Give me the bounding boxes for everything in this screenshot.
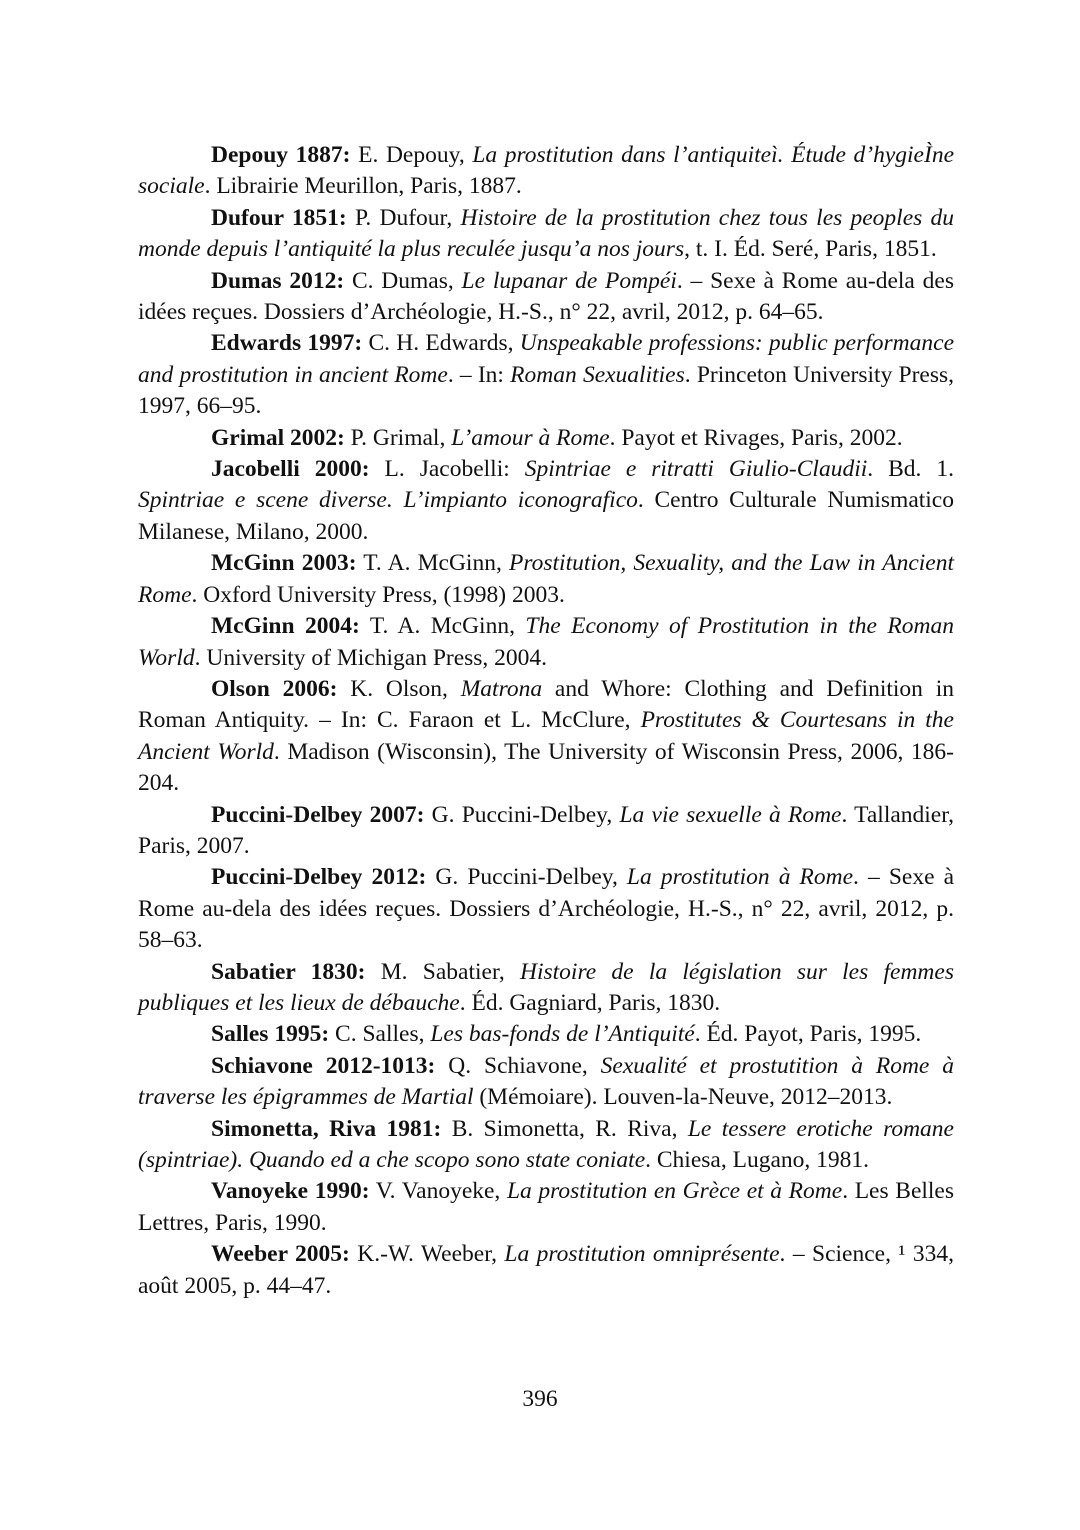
entry-text: . – Science, ¹ 334, août 2005, p. 44–47. bbox=[138, 1241, 955, 1299]
bibliography-entry bbox=[138, 548, 954, 611]
entry-text: E. Depouy, bbox=[350, 142, 473, 168]
bibliography-entry bbox=[138, 140, 954, 203]
entry-text: P. Grimal, bbox=[344, 424, 452, 451]
entry-key: Puccini-Delbey 2012: bbox=[211, 864, 427, 891]
bibliography-entry bbox=[138, 328, 954, 422]
entry-text: . Éd. Payot, Paris, 1995. bbox=[694, 1021, 922, 1048]
entry-title: Spintriae e ritratti Giulio-Claudii bbox=[524, 456, 868, 483]
entry-text: M. Sabatier, bbox=[365, 958, 520, 985]
entry-key: Dufour 1851: bbox=[211, 204, 347, 231]
bibliography-entry bbox=[138, 674, 954, 800]
bibliography-entry bbox=[138, 1114, 954, 1177]
bibliography-entry bbox=[138, 1051, 954, 1114]
entry-key: Simonetta, Riva 1981: bbox=[211, 1115, 442, 1142]
entry-key: Dumas 2012: bbox=[211, 267, 345, 294]
entry-text: and Whore: Clothing and Definition in Roman Antiquity. – In: C. Faraon et L. McClure, bbox=[138, 675, 954, 734]
entry-text: . – Sexe à Rome au-dela des idées reçues. Dossiers d’Archéologie, H.-S., n° 22, avril, 2012, p. 64–65. bbox=[138, 267, 954, 326]
entry-title: Roman Sexualities bbox=[510, 361, 685, 388]
entry-key: Salles 1995: bbox=[211, 1021, 330, 1048]
entry-text: . Chiesa, Lugano, 1981. bbox=[645, 1147, 869, 1173]
entry-text: K.-W. Weeber, bbox=[349, 1241, 505, 1268]
entry-text: K. Olson, bbox=[337, 675, 461, 702]
bibliography-entry bbox=[138, 800, 954, 863]
entry-text: . Librairie Meurillon, Paris, 1887. bbox=[204, 173, 522, 200]
entry-title: The Economy of Prostitution in the Roman World bbox=[138, 613, 954, 671]
entry-text: . Tallandier, Paris, 2007. bbox=[138, 801, 955, 859]
bibliography-entry bbox=[138, 1239, 954, 1302]
bibliography-entry bbox=[138, 611, 954, 674]
entry-text: Q. Schiavone, bbox=[435, 1052, 601, 1079]
entry-title: Unspeakable professions: public performance and prostitution in ancient Rome bbox=[138, 330, 955, 388]
entry-key: Depouy 1887: bbox=[211, 142, 351, 168]
entry-key: Jacobelli 2000: bbox=[211, 456, 370, 483]
entry-title: La prostitution omniprésente bbox=[504, 1241, 780, 1268]
bibliography-entry bbox=[138, 862, 954, 956]
entry-text: , t. I. Éd. Seré, Paris, 1851. bbox=[684, 236, 937, 263]
entry-key: Vanoyeke 1990: bbox=[211, 1178, 370, 1205]
entry-text: . University of Michigan Press, 2004. bbox=[194, 644, 548, 671]
entry-key: Sabatier 1830: bbox=[211, 958, 366, 985]
entry-text: . – In: bbox=[447, 361, 511, 388]
entry-text: . Princeton University Press, 1997, 66–95. bbox=[138, 361, 955, 420]
entry-text: (Mémoiare). Louven-la-Neuve, 2012–2013. bbox=[473, 1084, 893, 1111]
entry-text: . Éd. Gagniard, Paris, 1830. bbox=[459, 989, 721, 1016]
bibliography-list bbox=[138, 140, 954, 1302]
page-number: 396 bbox=[522, 1386, 558, 1412]
entry-title: Le tessere erotiche romane (spintriae). Quando ed a che scopo sono state coniate bbox=[138, 1115, 954, 1173]
entry-text: G. Puccini-Delbey, bbox=[424, 801, 620, 828]
entry-text: . Centro Culturale Numismatico Milanese, Milano, 2000. bbox=[138, 487, 954, 545]
entry-key: Weeber 2005: bbox=[211, 1241, 350, 1268]
entry-text: . – Sexe à Rome au-dela des idées reçues. Dossiers d’Archéologie, H.-S., n° 22, avril, 2012, p. 58–63. bbox=[138, 864, 955, 954]
entry-text: C. Salles, bbox=[329, 1021, 431, 1048]
bibliography-entry bbox=[138, 957, 954, 1020]
bibliography-entry bbox=[138, 1176, 954, 1239]
bibliography-entry bbox=[138, 1019, 954, 1050]
entry-text: T. A. McGinn, bbox=[356, 550, 509, 577]
entry-title: Spintriae e scene diverse. L’impianto iconografico bbox=[138, 487, 638, 514]
bibliography-entry bbox=[138, 266, 954, 329]
entry-key: Puccini-Delbey 2007: bbox=[211, 801, 425, 828]
bibliography-entry bbox=[138, 454, 954, 548]
entry-key: Grimal 2002: bbox=[211, 424, 345, 451]
entry-title: Sexualité et prostutition à Rome à traverse les épigrammes de Martial bbox=[138, 1052, 954, 1111]
entry-text: . Oxford University Press, (1998) 2003. bbox=[191, 581, 565, 608]
entry-text: L. Jacobelli: bbox=[369, 456, 525, 483]
entry-title: Histoire de la législation sur les femmes publiques et les lieux de débauche bbox=[138, 958, 954, 1016]
entry-text: P. Dufour, bbox=[346, 204, 461, 231]
entry-text: C. H. Edwards, bbox=[362, 330, 520, 357]
entry-title: Prostitution, Sexuality, and the Law in Ancient Rome bbox=[138, 550, 954, 608]
bibliography-entry bbox=[138, 423, 954, 454]
entry-text: B. Simonetta, R. Riva, bbox=[441, 1115, 688, 1142]
entry-key: McGinn 2003: bbox=[211, 550, 357, 577]
entry-title: L’amour à Rome bbox=[451, 424, 610, 451]
entry-title: La prostitution à Rome bbox=[626, 864, 854, 891]
entry-text: . Payot et Rivages, Paris, 2002. bbox=[609, 424, 903, 451]
entry-key: Edwards 1997: bbox=[211, 330, 363, 357]
entry-text: G. Puccini-Delbey, bbox=[426, 864, 627, 891]
entry-text: C. Dumas, bbox=[344, 267, 462, 294]
entry-text: . Madison (Wisconsin), The University of Wisconsin Press, 2006, 186-204. bbox=[138, 738, 954, 797]
entry-key: Schiavone 2012-1013: bbox=[211, 1052, 436, 1079]
entry-text: V. Vanoyeke, bbox=[369, 1178, 507, 1205]
entry-title: Histoire de la prostitution chez tous les peoples du monde depuis l’antiquité la plus reculée jusqu’a nos jours bbox=[138, 204, 954, 263]
entry-title: Le lupanar de Pompéi bbox=[461, 267, 677, 294]
entry-title: La vie sexuelle à Rome bbox=[619, 801, 842, 828]
entry-title: La prostitution en Grèce et à Rome bbox=[506, 1178, 843, 1205]
entry-text: T. A. McGinn, bbox=[359, 613, 526, 640]
entry-title: La prostitution dans l’antiquiteì. Étude d’hygieÌne sociale bbox=[138, 142, 954, 200]
entry-key: Olson 2006: bbox=[211, 675, 338, 702]
entry-key: McGinn 2004: bbox=[211, 613, 360, 640]
entry-text: . Bd. 1. bbox=[867, 456, 954, 483]
entry-title: Matrona bbox=[460, 675, 543, 702]
entry-text: . Les Belles Lettres, Paris, 1990. bbox=[138, 1178, 955, 1236]
entry-title: Les bas-fonds de l’Antiquité bbox=[430, 1021, 695, 1048]
entry-title: Prostitutes & Courtesans in the Ancient World bbox=[138, 707, 954, 765]
bibliography-entry bbox=[138, 203, 954, 266]
